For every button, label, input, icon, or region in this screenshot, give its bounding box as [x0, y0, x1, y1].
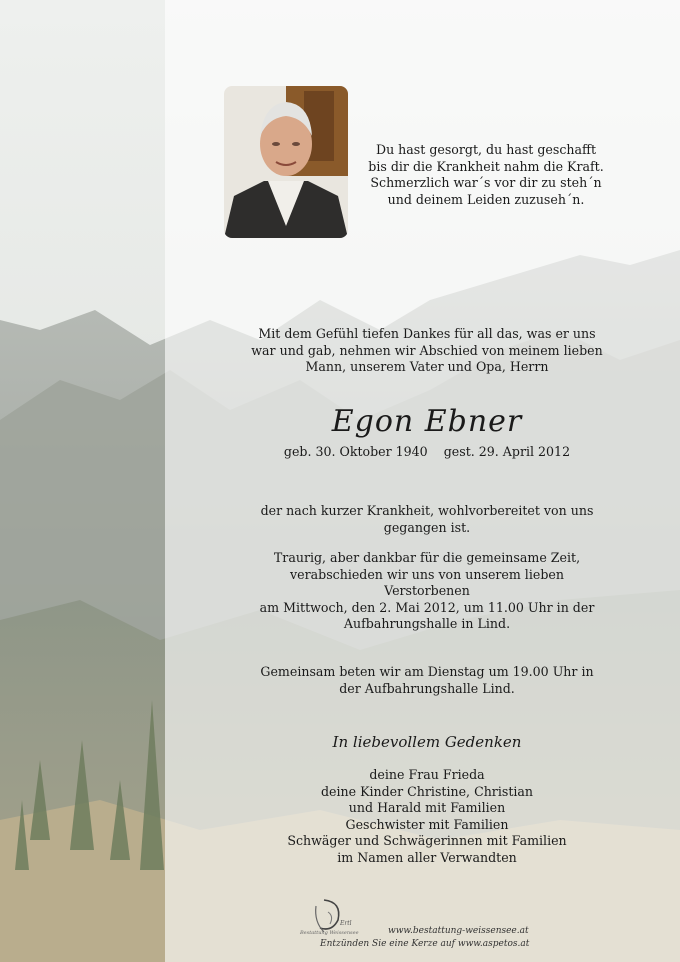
- mourner-line: und Harald mit Familien: [348, 800, 506, 815]
- mourners-list: [232, 767, 622, 866]
- farewell-text: [232, 550, 622, 633]
- footer-url[interactable]: www.bestattung-weissensee.at: [388, 926, 529, 936]
- death-date: gest. 29. April 2012: [443, 444, 571, 459]
- prayer-line: der Aufbahrungshalle Lind.: [339, 680, 515, 696]
- verse-poem: [366, 142, 606, 208]
- intro-line: Mann, unserem Vater und Opa, Herrn: [305, 359, 549, 374]
- footer-candle-link[interactable]: Entzünden Sie eine Kerze auf www.aspetos.at: [320, 939, 530, 949]
- mourner-line: Schwäger und Schwägerinnen mit Familien: [287, 833, 567, 848]
- memory-heading: In liebevollem Gedenken: [332, 733, 522, 751]
- life-dates: [232, 444, 622, 459]
- farewell-line: verabschieden wir uns von unserem lieben: [290, 566, 564, 582]
- verse-line: Schmerzlich war´s vor dir zu steh´n: [370, 175, 602, 190]
- prayer-line: Gemeinsam beten wir am Dienstag um 19.00 Uhr in: [260, 664, 594, 679]
- mourner-line: Geschwister mit Familien: [345, 816, 509, 832]
- intro-text: [232, 326, 622, 376]
- passing-line: gegangen ist.: [383, 519, 471, 535]
- farewell-line: Verstorbenen: [384, 583, 470, 598]
- logo-caption: Bestattung Weissensee: [300, 930, 359, 936]
- deceased-name: Egon Ebner: [331, 404, 523, 439]
- passing-line: der nach kurzer Krankheit, wohlvorbereitet von uns: [260, 503, 594, 518]
- verse-line: bis dir die Krankheit nahm die Kraft.: [368, 158, 604, 174]
- mourner-line: deine Frau Frieda: [369, 767, 485, 782]
- prayer-text: [232, 664, 622, 697]
- farewell-line: Traurig, aber dankbar für die gemeinsame Zeit,: [273, 550, 581, 565]
- verse-line: und deinem Leiden zuzuseh´n.: [387, 191, 585, 207]
- verse-line: Du hast gesorgt, du hast geschafft: [375, 142, 597, 157]
- birth-date: geb. 30. Oktober 1940: [283, 444, 428, 459]
- passing-text: [232, 503, 622, 536]
- footer: [300, 898, 540, 954]
- logo-text: Ertl: [340, 920, 352, 927]
- farewell-line: Aufbahrungshalle in Lind.: [343, 616, 511, 631]
- portrait-photo: [224, 86, 348, 238]
- farewell-line: am Mittwoch, den 2. Mai 2012, um 11.00 Uhr in der: [259, 599, 595, 615]
- mourner-line: im Namen aller Verwandten: [337, 849, 517, 865]
- mourner-line: deine Kinder Christine, Christian: [320, 783, 534, 799]
- intro-line: war und gab, nehmen wir Abschied von meinem lieben: [251, 342, 603, 358]
- intro-line: Mit dem Gefühl tiefen Dankes für all das, was er uns: [258, 326, 596, 341]
